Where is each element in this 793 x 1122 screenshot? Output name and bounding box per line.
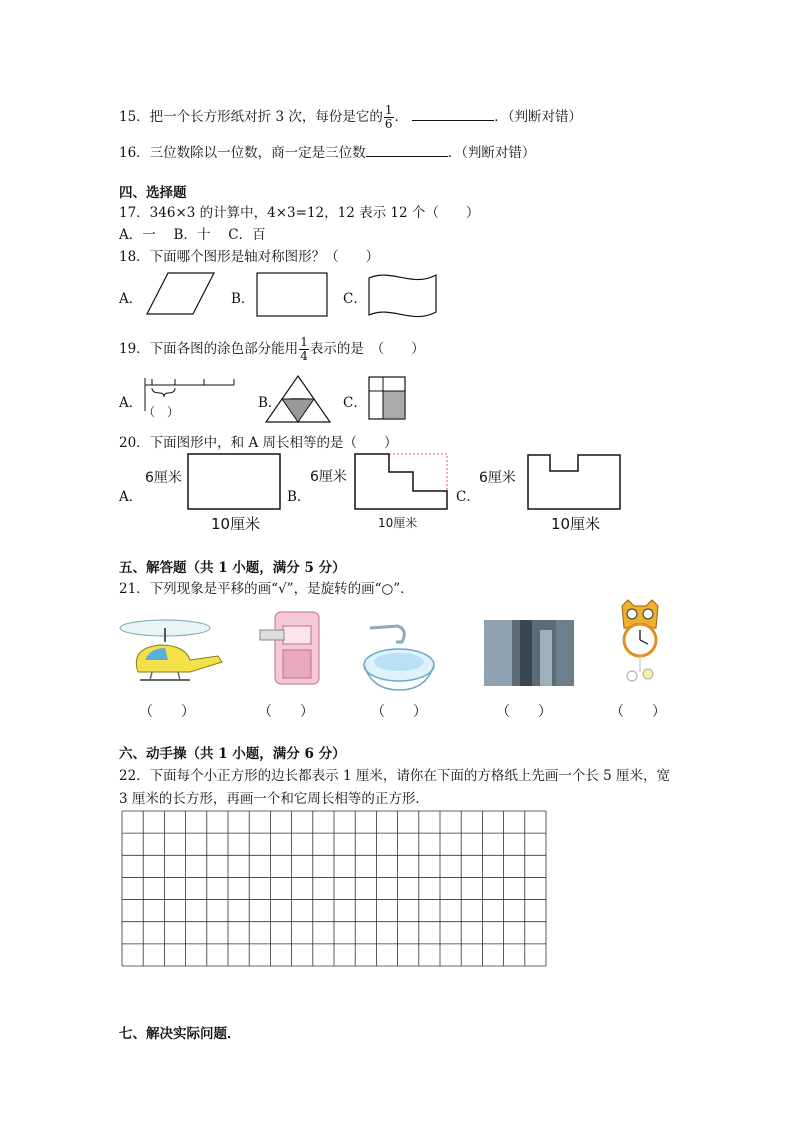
question-17-options[interactable]: A．一 B．十 C．百 <box>119 227 266 243</box>
question-20: 20．下面图形中，和 A 周长相等的是（ ） <box>119 435 398 451</box>
q20-b-bottom-label: 10厘米 <box>378 516 418 530</box>
faucet-sink-icon <box>364 626 434 690</box>
question-17: 17．346×3 的计算中，4×3=12，12 表示 12 个（ ） <box>119 205 480 221</box>
grid-paper[interactable] <box>122 811 547 967</box>
section-5-title: 五、解答题（共 1 小题，满分 5 分） <box>119 560 346 576</box>
q20-a-side-label: 6厘米 <box>145 470 182 486</box>
question-21: 21．下列现象是平移的画“√”，是旋转的画“○”． <box>119 581 414 597</box>
question-18: 18．下面哪个图形是轴对称图形？（ ） <box>119 249 380 265</box>
helicopter-icon <box>120 620 222 680</box>
q15-tail: ．（判断对错） <box>494 109 583 125</box>
drawer-cabinet-icon <box>260 612 319 684</box>
q16-text: 16．三位数除以一位数，商一定是三位数 <box>119 145 366 161</box>
question-19: 19．下面各图的涂色部分能用 $\frac{1}{4}$ 表示的是 （ ） <box>119 335 425 363</box>
building-facade-icon <box>484 620 574 686</box>
section-7-title: 七、解决实际问题． <box>119 1026 241 1042</box>
q18-option-a-label[interactable]: A． <box>119 291 143 307</box>
q21-answer-2[interactable]: （ ） <box>258 704 314 720</box>
q19-a-bracket-paren: （ ） <box>143 405 180 419</box>
q19-fraction: $\frac{1}{4}$ <box>300 335 308 363</box>
q21-answer-1[interactable]: （ ） <box>139 704 195 720</box>
q18-option-b-label[interactable]: B． <box>231 291 255 307</box>
question-22-line-1: 22．下面每个小正方形的边长都表示 1 厘米，请你在下面的方格纸上先画一个长 5 厘米，宽 <box>119 768 671 784</box>
q19-option-a-label[interactable]: A． <box>119 395 143 411</box>
q20-c-bottom-label: 10厘米 <box>551 515 601 533</box>
q15-fraction: $\frac{1}{6}$ <box>384 103 393 131</box>
question-15: 15．把一个长方形纸对折 3 次，每份是它的 $\frac{1}{6}$ ． ．（判断对错） <box>119 103 583 131</box>
question-22-line-2: 3 厘米的长方形，再画一个和它周长相等的正方形． <box>119 791 429 807</box>
q19-option-b-label[interactable]: B． <box>258 395 282 411</box>
q20-a-bottom-label: 10厘米 <box>211 515 261 533</box>
owl-clock-icon <box>622 600 658 681</box>
section-6-title: 六、动手操（共 1 小题，满分 6 分） <box>119 746 346 762</box>
q20-b-side-label: 6厘米 <box>310 469 347 485</box>
q20-c-side-label: 6厘米 <box>479 470 516 486</box>
q21-answer-4[interactable]: （ ） <box>496 704 552 720</box>
section-4-title: 四、选择题 <box>119 185 187 201</box>
q15-text: 15．把一个长方形纸对折 3 次，每份是它的 <box>119 109 383 125</box>
q21-answer-5[interactable]: （ ） <box>610 704 666 720</box>
q21-answer-3[interactable]: （ ） <box>371 704 427 720</box>
q19-option-c-label[interactable]: C． <box>343 395 367 411</box>
q18-option-c-label[interactable]: C． <box>343 291 367 307</box>
q20-option-b-label[interactable]: B． <box>287 489 311 505</box>
q20-option-c-label[interactable]: C． <box>456 489 480 505</box>
q16-tail: ．（判断对错） <box>447 145 536 161</box>
q20-option-a-label[interactable]: A． <box>119 489 143 505</box>
